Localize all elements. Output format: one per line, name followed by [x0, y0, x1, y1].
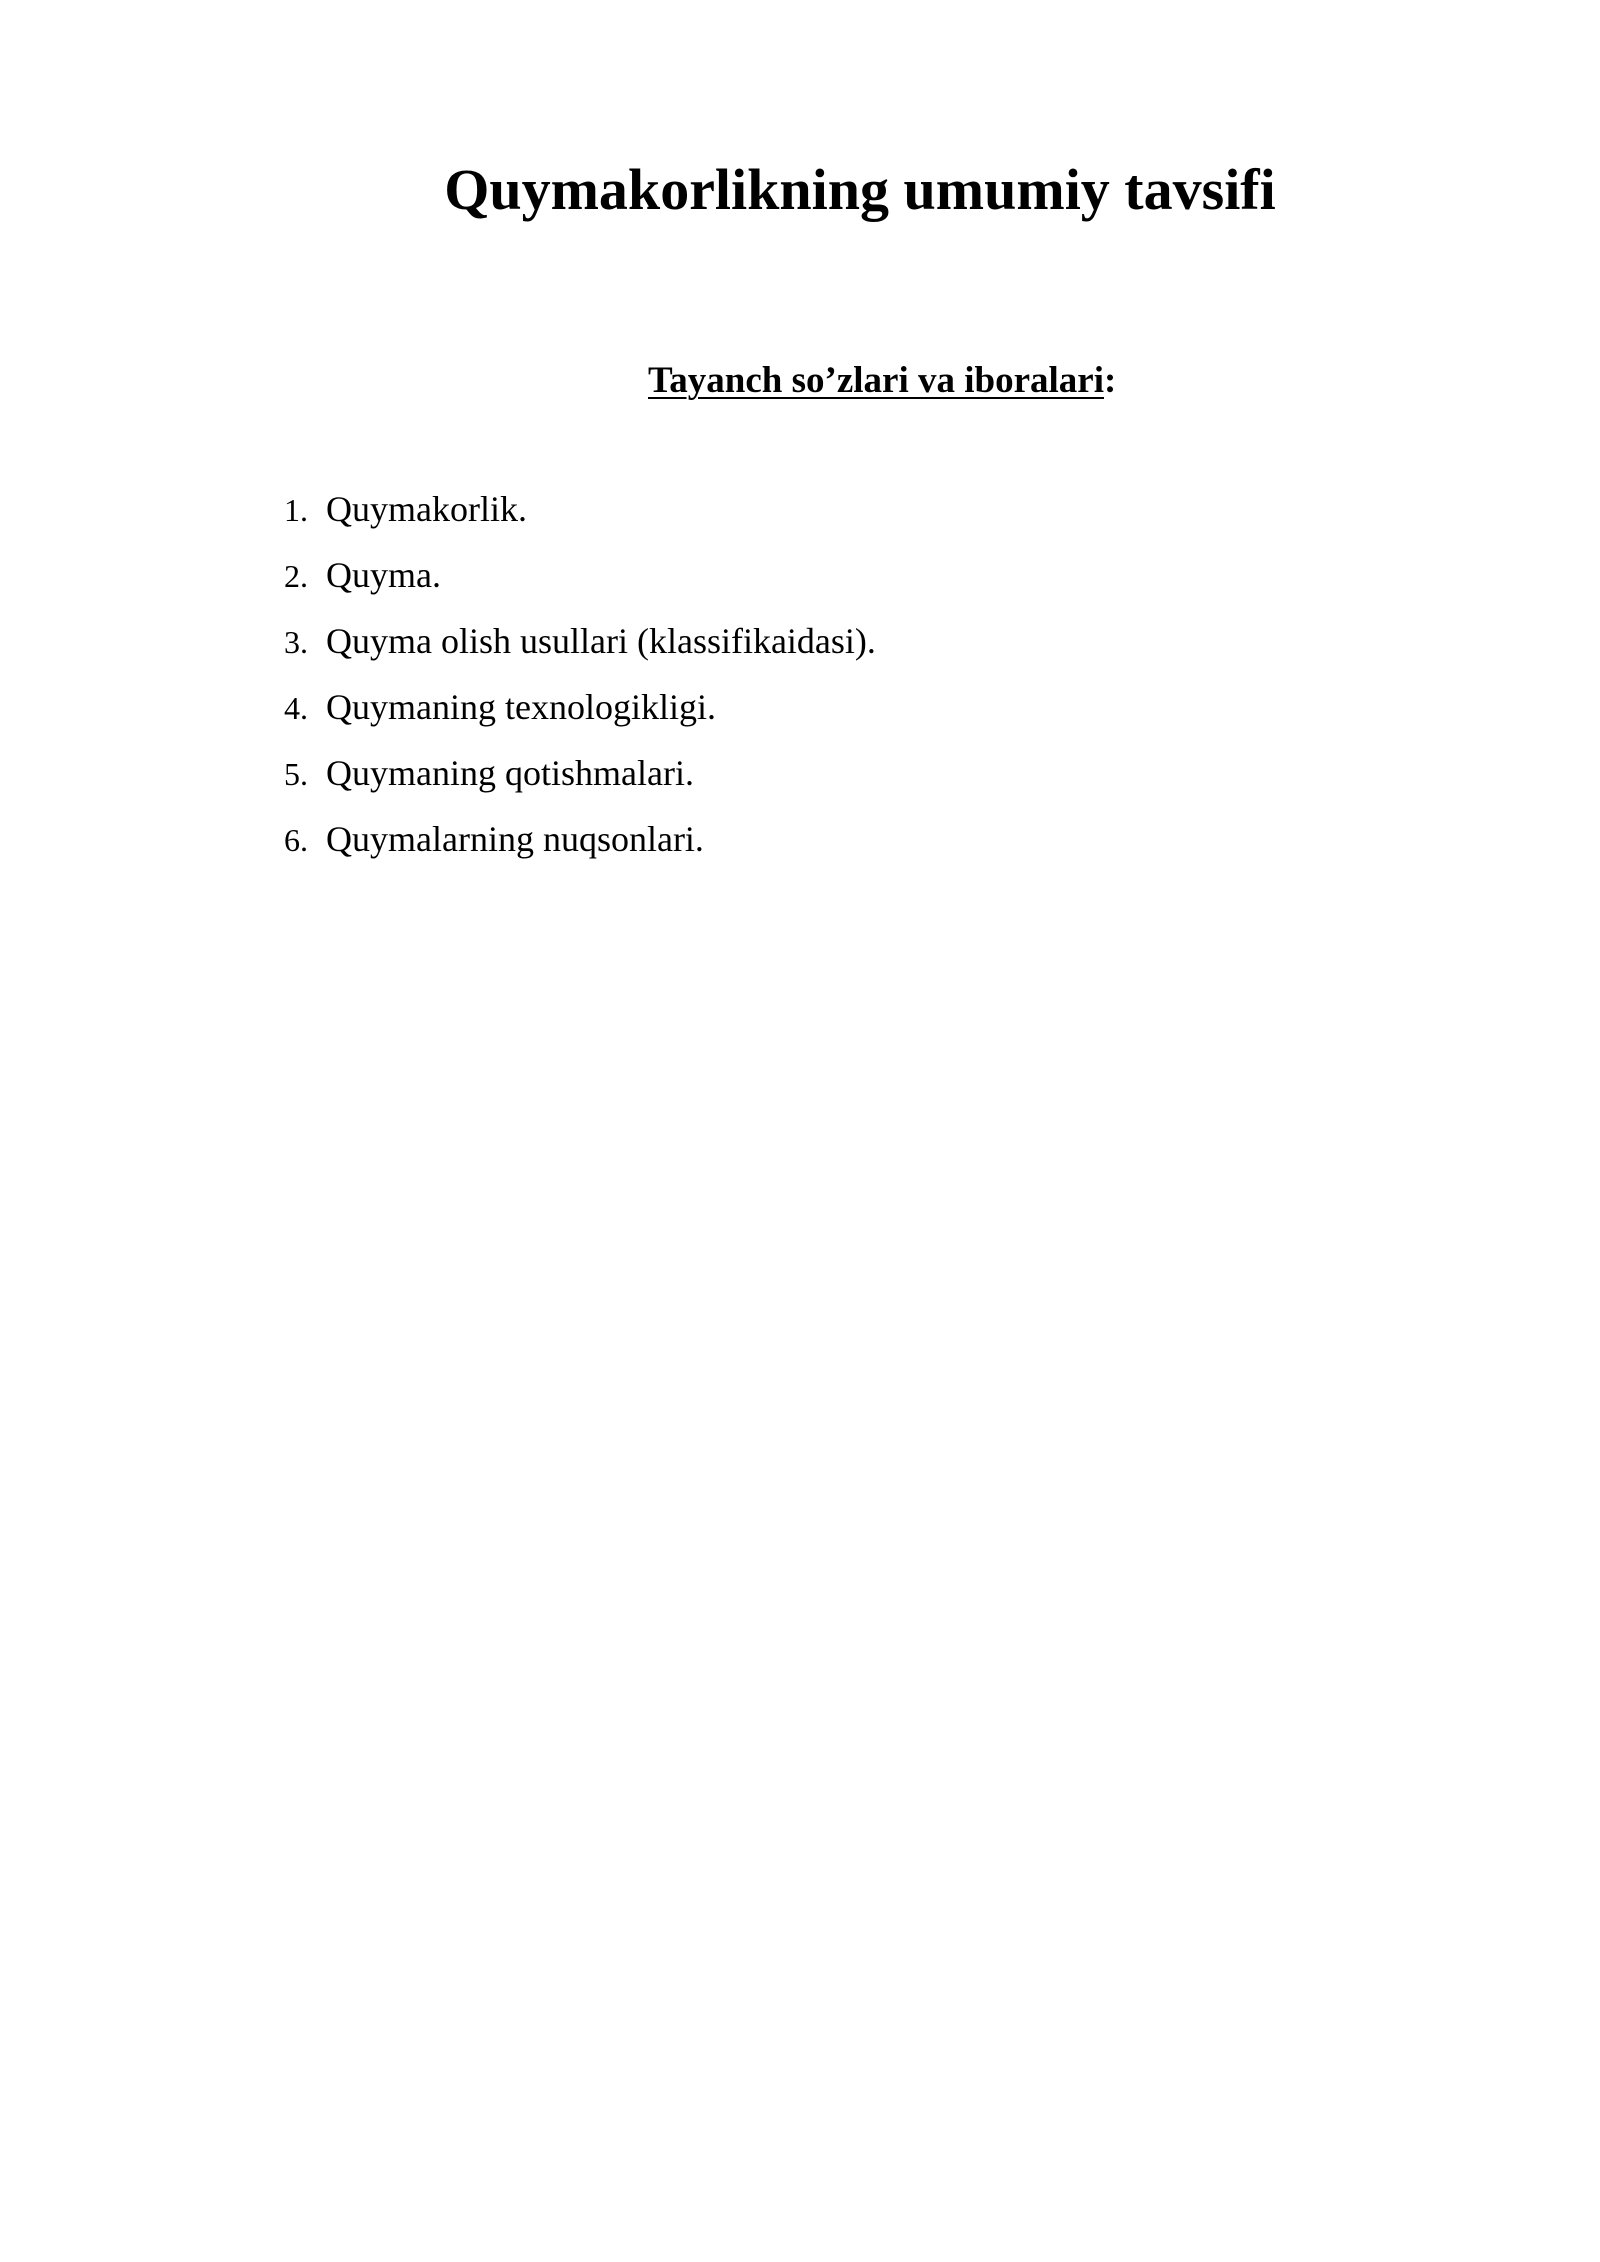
list-item-text: Quymaning qotishmalari. — [326, 753, 694, 793]
list-item-number: 5. — [284, 756, 308, 792]
list-item-text: Quymakorlik. — [326, 489, 527, 529]
list-item-number: 1. — [284, 492, 308, 528]
list-item — [284, 748, 876, 814]
list-item-number: 4. — [284, 690, 308, 726]
list-item — [284, 682, 876, 748]
list-item — [284, 814, 876, 880]
subtitle-underlined-text: Tayanch so’zlari va iboralari — [648, 360, 1104, 401]
list-item — [284, 550, 876, 616]
list-item-number: 6. — [284, 822, 308, 858]
list-item-text: Quymalarning nuqsonlari. — [326, 819, 704, 859]
list-item-text: Quymaning texnologikligi. — [326, 687, 716, 727]
subtitle-colon: : — [1104, 360, 1117, 401]
list-item — [284, 616, 876, 682]
title-area — [0, 0, 1600, 300]
list-item-number: 3. — [284, 624, 308, 660]
list-item-text: Quyma. — [326, 555, 441, 595]
list-item-text: Quyma olish usullari (klassifikaidasi). — [326, 621, 876, 661]
list-item-number: 2. — [284, 558, 308, 594]
section-subtitle — [648, 356, 1116, 406]
page-title: Quymakorlikning umumiy tavsifi — [444, 157, 1276, 222]
list-item — [284, 484, 876, 550]
keyword-list — [284, 484, 876, 880]
